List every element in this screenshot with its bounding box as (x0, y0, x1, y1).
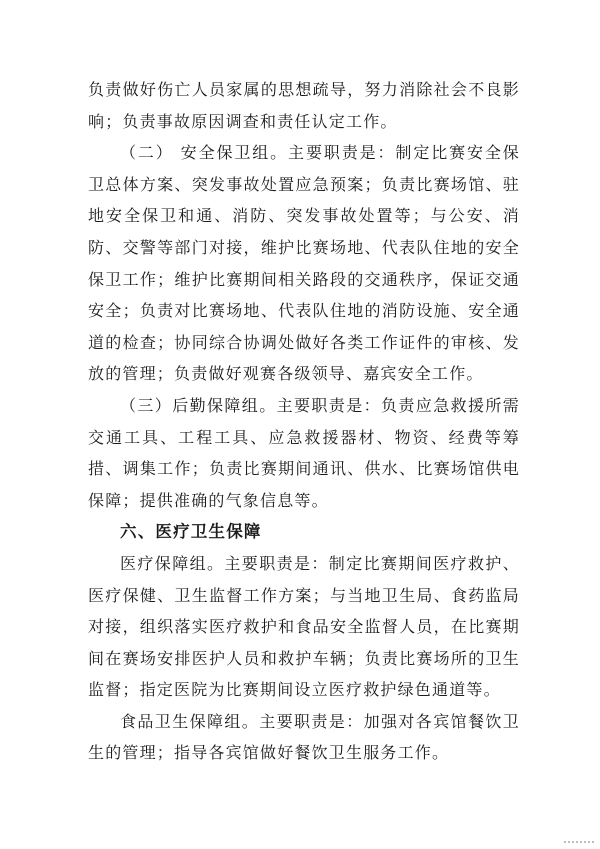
paragraph-security-group: （二） 安全保卫组。主要职责是：制定比赛安全保卫总体方案、突发事故处置应急预案；负责比赛场馆、驻地安全保卫和通、消防、突发事故处置等；与公安、消防、交警等部门对接，维护比赛场地、代表队住地的安全保卫工作；维护比赛期间相关路段的交通秩序，保证交通安全；负责对比赛场地、代表队住地的消防设施、安全通道的检查；协同综合协调处做好各类工作证件的审核、发放的管理；负责做好观赛各级领导、嘉宾安全工作。 (88, 143, 520, 384)
paragraph-logistics-group: （三）后勤保障组。主要职责是：负责应急救援所需交通工具、工程工具、应急救援器材、物资、经费等筹措、调集工作；负责比赛期间通讯、供水、比赛场馆供电保障；提供准确的气象信息等。 (88, 395, 520, 510)
document-body (88, 74, 520, 769)
paragraph-medical-group: 医疗保障组。主要职责是：制定比赛期间医疗救护、医疗保健、卫生监督工作方案；与当地卫生局、食药监局对接，组织落实医疗救护和食品安全监督人员，在比赛期间在赛场安排医护人员和救护车辆；负责比赛场所的卫生监督；指定医院为比赛期间设立医疗救护绿色通道等。 (88, 553, 520, 700)
paragraph-food-hygiene-group: 食品卫生保障组。主要职责是：加强对各宾馆餐饮卫生的管理；指导各宾馆做好餐饮卫生服务工作。 (88, 711, 520, 763)
section-heading-medical: 六、医疗卫生保障 (120, 522, 262, 542)
paragraph-casualty-families: 负责做好伤亡人员家属的思想疏导，努力消除社会不良影响；负责事故原因调查和责任认定工作。 (88, 80, 520, 131)
scan-edge-marks (564, 835, 594, 843)
